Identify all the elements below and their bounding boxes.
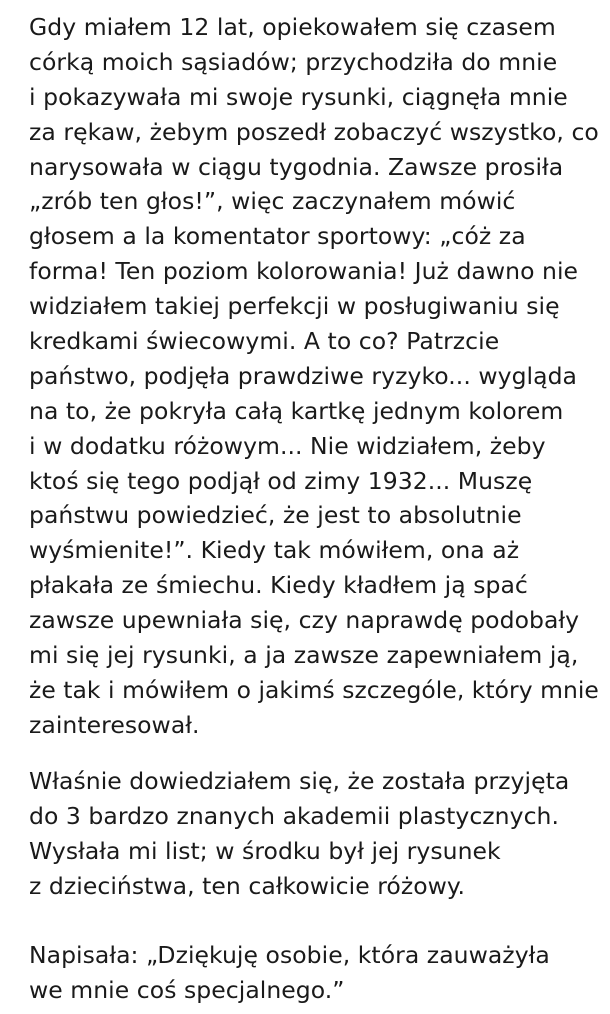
text-line: zainteresował.	[29, 710, 200, 739]
text-line: i pokazywała mi swoje rysunki, ciągnęła mnie	[29, 82, 568, 111]
text-line: wyśmienite!”. Kiedy tak mówiłem, ona aż	[29, 536, 520, 565]
text-line: we mnie coś specjalnego.”	[29, 975, 345, 1004]
text-line: że tak i mówiłem o jakimś szczególe, który mnie	[29, 675, 599, 704]
text-line: Wysłała mi list; w środku był jej rysunek	[29, 836, 501, 865]
text-line: głosem a la komentator sportowy: „cóż za	[29, 222, 526, 251]
text-line: na to, że pokryła całą kartkę jednym kolorem	[29, 396, 564, 425]
story-paragraph-1	[29, 10, 599, 743]
text-line: „zrób ten głos!”, więc zaczynałem mówić	[29, 187, 516, 216]
text-line: Gdy miałem 12 lat, opiekowałem się czasem	[29, 13, 556, 41]
text-line: kredkami świecowymi. A to co? Patrzcie	[29, 327, 500, 356]
text-line: płakała ze śmiechu. Kiedy kładłem ją spać	[29, 571, 528, 600]
text-line: ktoś się tego podjął od zimy 1932... Muszę	[29, 466, 533, 495]
text-line: zawsze upewniała się, czy naprawdę podobały	[29, 606, 580, 635]
text-line: córką moich sąsiadów; przychodziła do mnie	[29, 47, 558, 76]
story-paragraph-3	[29, 938, 599, 1008]
text-line: za rękaw, żebym poszedł zobaczyć wszystko, co	[29, 117, 599, 146]
story-paragraph-2	[29, 764, 599, 904]
text-line: państwo, podjęła prawdziwe ryzyko... wygląda	[29, 361, 578, 390]
text-line: mi się jej rysunki, a ja zawsze zapewniałem ją,	[29, 641, 579, 670]
text-line: i w dodatku różowym... Nie widziałem, żeby	[29, 431, 546, 460]
text-line: Napisała: „Dziękuję osobie, która zauważyła	[29, 941, 550, 969]
text-line: państwu powiedzieć, że jest to absolutnie	[29, 501, 522, 530]
text-line: Właśnie dowiedziałem się, że została przyjęta	[29, 767, 570, 795]
text-line: widziałem takiej perfekcji w posługiwaniu się	[29, 292, 560, 321]
text-line: do 3 bardzo znanych akademii plastycznych.	[29, 801, 560, 830]
text-line: narysowała w ciągu tygodnia. Zawsze prosiła	[29, 152, 564, 181]
text-line: z dzieciństwa, ten całkowicie różowy.	[29, 871, 466, 900]
text-line: forma! Ten poziom kolorowania! Już dawno nie	[29, 257, 579, 286]
